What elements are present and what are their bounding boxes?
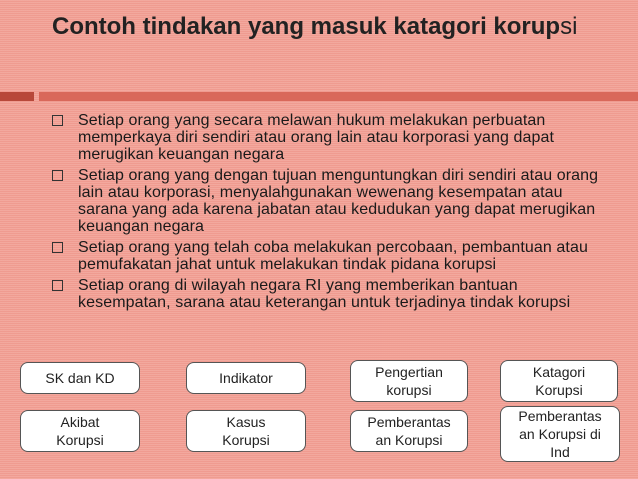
bullet-text: Setiap orang yang dengan tujuan menguntungkan diri sendiri atau orang lain atau korporasi, menyalahgunakan wewenang kesempatan atau sarana yang ada karena jabatan atau kedudukan yang dapat merugikan keuangan negara (78, 167, 599, 235)
title-divider-dark (0, 92, 34, 101)
katagori-korupsi-button[interactable]: Katagori Korupsi (500, 360, 618, 402)
bullet-item (52, 239, 612, 273)
indikator-button[interactable]: Indikator (186, 362, 306, 394)
checkbox-bullet-icon (52, 170, 63, 181)
title-bold: Contoh tindakan yang masuk katagori korup (52, 13, 561, 40)
bullet-item (52, 112, 612, 163)
bullet-text: Setiap orang yang telah coba melakukan percobaan, pembantuan atau pemufakatan jahat untuk melakukan tindak pidana korupsi (78, 239, 588, 273)
checkbox-bullet-icon (52, 280, 63, 291)
title-light: si (560, 13, 578, 40)
bullet-item (52, 277, 612, 313)
slide-title (52, 12, 612, 42)
bullet-text: Setiap orang di wilayah negara RI yang memberikan bantuan kesempatan, sarana atau keterangan untuk terjadinya tindak korupsi (78, 277, 571, 311)
bullet-item (52, 167, 612, 235)
pengertian-korupsi-button[interactable]: Pengertian korupsi (350, 360, 468, 402)
checkbox-bullet-icon (52, 115, 63, 126)
akibat-korupsi-button[interactable]: Akibat Korupsi (20, 410, 140, 452)
title-divider-light (39, 92, 638, 101)
pemberantasan-korupsi-ind-button[interactable]: Pemberantas an Korupsi di Ind (500, 406, 620, 462)
kasus-korupsi-button[interactable]: Kasus Korupsi (186, 410, 306, 452)
bullet-list (52, 112, 612, 317)
checkbox-bullet-icon (52, 242, 63, 253)
bullet-text: Setiap orang yang secara melawan hukum melakukan perbuatan memperkaya diri sendiri atau orang lain atau korporasi yang dapat merugikan keuangan negara (78, 112, 555, 163)
pemberantasan-korupsi-button[interactable]: Pemberantas an Korupsi (350, 410, 468, 452)
sk-kd-button[interactable]: SK dan KD (20, 362, 140, 394)
